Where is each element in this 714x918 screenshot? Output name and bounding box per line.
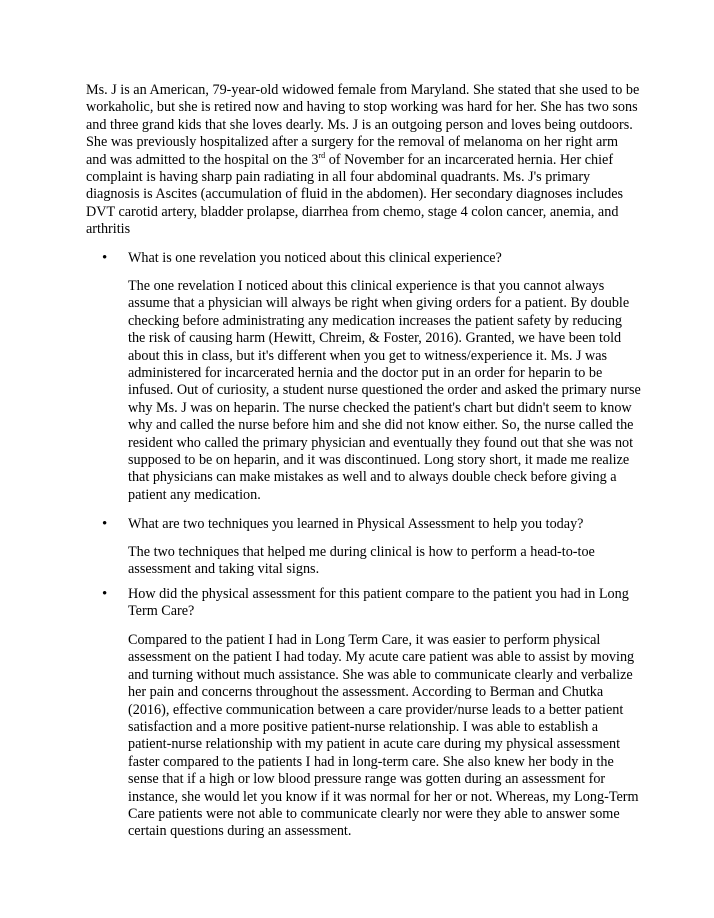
question-2-text: What are two techniques you learned in Physical Assessment to help you today? [128, 516, 584, 532]
answer-1-text: The one revelation I noticed about this clinical experience is that you cannot always assume that a physician will always be right when giving orders for a patient. By double checking before administrating any medication increases the patient safety by reducing the risk of causing harm (Hewitt, Chreim, & Foster, 2016). Granted, we have been told about this in class, but it's different when you get to witness/experience it. Ms. J was administered for incarcerated hernia and the doctor put in an order for heparin to be infused. Out of curiosity, a student nurse questioned the order and asked the primary nurse why Ms. J was on heparin. The nurse checked the patient's chart but didn't seem to know why and called the nurse before him and she did not know either. So, the nurse called the resident who called the primary physician and eventually they found out that she was not supposed to be on heparin, and it was discontinued. Long story short, it made me realize that physicians can make mistakes as well and to always double check before giving a patient any medication. [128, 278, 641, 503]
bullet-icon: • [102, 586, 108, 602]
bullet-icon: • [102, 516, 108, 532]
question-1-text: What is one revelation you noticed about this clinical experience? [128, 250, 502, 266]
question-3-text: How did the physical assessment for this patient compare to the patient you had in Long Term Care? [128, 586, 629, 620]
question-block-1 [86, 250, 642, 503]
bullet-icon: • [102, 250, 108, 266]
answer-3-text: Compared to the patient I had in Long Term Care, it was easier to perform physical assessment on the patient I had today. My acute care patient was able to assist by moving and turning without much assistance. She was able to communicate clearly and verbalize her pain and concerns throughout the assessment. According to Berman and Chutka (2016), effective communication between a care provider/nurse leads to a better patient satisfaction and a more positive patient-nurse relationship. I was able to establish a patient-nurse relationship with my patient in acute care during my physical assessment faster compared to the patients I had in long-term care. She also knew her body in the sense that if a high or low blood pressure range was gotten during an assessment for instance, she would let you know if it was normal for her or not. Whereas, my Long-Term Care patients were not able to communicate clearly nor were they able to answer some certain questions during an assessment. [128, 632, 639, 840]
intro-text-part-1: Ms. J is an American, 79-year-old widowed female from Maryland. She stated that she used to be workaholic, but she is retired now and having to stop working was hard for her. She has two sons and three grand kids that she loves dearly. Ms. J is an outgoing person and loves being outdoors. She was previously hospitalized after a surgery for the removal of melanoma on her right arm and was admitted to the hospital on the 3 [86, 82, 640, 168]
intro-text-part-2: of November for an incarcerated hernia. Her chief complaint is having sharp pain radiating in all four abdominal quadrants. Ms. J's primary diagnosis is Ascites (accumulation of fluid in the abdomen). Her secondary diagnoses includes DVT carotid artery, bladder prolapse, diarrhea from chemo, stage 4 colon cancer, anemia, and arthritis [86, 151, 624, 238]
question-block-3 [86, 586, 642, 840]
intro-paragraph [86, 82, 642, 239]
ordinal-superscript: rd [318, 150, 326, 160]
answer-2-text: The two techniques that helped me during clinical is how to perform a head-to-toe assessment and taking vital signs. [128, 544, 595, 578]
question-block-2 [86, 516, 642, 578]
